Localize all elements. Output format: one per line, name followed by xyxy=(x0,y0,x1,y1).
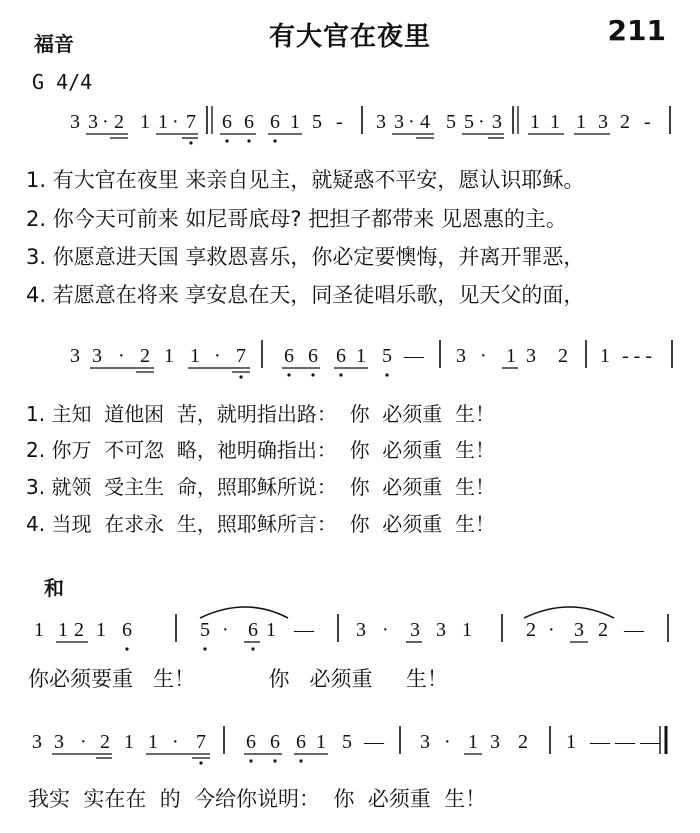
svg-text:3: 3 xyxy=(70,111,80,133)
svg-text:3: 3 xyxy=(92,345,102,367)
svg-text:6: 6 xyxy=(246,731,256,753)
svg-text:2: 2 xyxy=(140,345,150,367)
svg-text:5: 5 xyxy=(382,345,392,367)
score-system-4 xyxy=(0,718,700,778)
system1-measure-2 xyxy=(220,111,343,143)
svg-text:3: 3 xyxy=(526,345,536,367)
svg-text:6: 6 xyxy=(222,111,232,133)
svg-text:·: · xyxy=(102,111,109,133)
svg-text:3: 3 xyxy=(88,111,98,133)
svg-text:3: 3 xyxy=(54,731,64,753)
svg-text:·: · xyxy=(80,731,87,753)
verse-line-2: 2. 你今天可前来 如尼哥底母? 把担子都带来 见恩惠的主。 xyxy=(26,207,567,231)
chorus-lyric-2: 我实 实在在 的 今给你说明： 你 必须重 生！ xyxy=(28,787,487,811)
svg-text:3: 3 xyxy=(376,111,386,133)
svg-text:3: 3 xyxy=(574,619,584,641)
verse-line-4: 4. 若愿意在将来 享安息在天，同圣徒唱乐歌，见天父的面， xyxy=(26,283,585,307)
svg-text:7: 7 xyxy=(186,111,196,133)
svg-text:5: 5 xyxy=(312,111,322,133)
svg-text:3: 3 xyxy=(70,345,80,367)
refrain-line-1: 1. 主知 道他困 苦，就明指出路： 你 必须重 生！ xyxy=(26,402,496,426)
svg-text:6: 6 xyxy=(270,111,280,133)
svg-text:5: 5 xyxy=(342,731,352,753)
svg-text:7: 7 xyxy=(196,731,206,753)
svg-text:1: 1 xyxy=(266,619,276,641)
chorus-label: 和 xyxy=(44,576,64,600)
svg-text:1: 1 xyxy=(600,345,610,367)
svg-text:3: 3 xyxy=(394,111,404,133)
svg-text:2: 2 xyxy=(558,345,568,367)
svg-text:·: · xyxy=(478,111,485,133)
svg-text:2: 2 xyxy=(114,111,124,133)
svg-text:3: 3 xyxy=(492,111,502,133)
svg-text:- - -: - - - xyxy=(622,345,652,367)
svg-text:1: 1 xyxy=(290,111,300,133)
svg-text:—: — xyxy=(294,619,314,641)
svg-text:1: 1 xyxy=(530,111,540,133)
svg-text:·: · xyxy=(408,111,415,133)
svg-text:6: 6 xyxy=(122,619,132,641)
svg-text:1: 1 xyxy=(462,619,472,641)
verse-line-1: 1. 有大官在夜里 来亲自见主，就疑惑不平安，愿认识耶稣。 xyxy=(26,168,585,192)
svg-text:1: 1 xyxy=(34,619,44,641)
system1-measure-1 xyxy=(70,111,198,145)
svg-text:6: 6 xyxy=(336,345,346,367)
score-system-3 xyxy=(0,600,700,660)
svg-text:1: 1 xyxy=(58,619,68,641)
svg-text:3: 3 xyxy=(420,731,430,753)
svg-text:4: 4 xyxy=(420,111,430,133)
svg-text:3: 3 xyxy=(356,619,366,641)
svg-text:2: 2 xyxy=(598,619,608,641)
svg-text:6: 6 xyxy=(296,731,306,753)
chorus-lyric-1: 你必须要重 生！ 你 必须重 生！ xyxy=(28,667,448,691)
svg-text:— — —: — — — xyxy=(590,731,660,753)
svg-text:1: 1 xyxy=(190,345,200,367)
svg-text:·: · xyxy=(382,619,389,641)
svg-text:6: 6 xyxy=(308,345,318,367)
svg-text:—: — xyxy=(624,619,644,641)
svg-text:3: 3 xyxy=(436,619,446,641)
svg-text:5: 5 xyxy=(464,111,474,133)
svg-text:6: 6 xyxy=(284,345,294,367)
system2-measure-4 xyxy=(600,345,652,367)
score-system-1 xyxy=(0,100,700,150)
svg-text:·: · xyxy=(480,345,487,367)
svg-text:2: 2 xyxy=(620,111,630,133)
svg-text:1: 1 xyxy=(356,345,366,367)
svg-text:3: 3 xyxy=(490,731,500,753)
system4-measure-2 xyxy=(244,731,385,763)
svg-text:1: 1 xyxy=(124,731,134,753)
key-signature: G 4/4 xyxy=(32,70,93,94)
refrain-line-2: 2. 你万 不可忽 略，祂明确指出： 你 必须重 生！ xyxy=(26,438,496,462)
svg-text:·: · xyxy=(172,731,179,753)
svg-text:·: · xyxy=(444,731,451,753)
svg-text:-: - xyxy=(336,111,343,133)
system3-measure-1 xyxy=(34,619,132,651)
svg-text:·: · xyxy=(222,619,229,641)
svg-text:—: — xyxy=(364,731,384,753)
svg-text:1: 1 xyxy=(468,731,478,753)
svg-text:7: 7 xyxy=(236,345,246,367)
svg-text:1: 1 xyxy=(316,731,326,753)
hymn-title: 有大官在夜里 xyxy=(268,22,431,52)
svg-text:3: 3 xyxy=(32,731,42,753)
svg-text:2: 2 xyxy=(74,619,84,641)
score-system-2 xyxy=(0,334,700,394)
system3-measure-2 xyxy=(200,607,315,651)
svg-text:2: 2 xyxy=(526,619,536,641)
category-label: 福音 xyxy=(34,32,74,56)
system1-measure-4 xyxy=(528,111,651,134)
system2-measure-2 xyxy=(282,345,425,377)
svg-text:1: 1 xyxy=(96,619,106,641)
svg-text:2: 2 xyxy=(518,731,528,753)
svg-text:5: 5 xyxy=(446,111,456,133)
svg-text:1: 1 xyxy=(550,111,560,133)
system4-measure-1 xyxy=(32,731,210,765)
svg-text:—: — xyxy=(404,345,424,367)
svg-text:·: · xyxy=(118,345,125,367)
svg-text:2: 2 xyxy=(100,731,110,753)
system3-measure-4 xyxy=(524,607,645,642)
svg-text:3: 3 xyxy=(410,619,420,641)
system2-measure-1 xyxy=(70,345,250,379)
svg-text:·: · xyxy=(172,111,179,133)
svg-text:1: 1 xyxy=(506,345,516,367)
svg-text:3: 3 xyxy=(456,345,466,367)
svg-text:1: 1 xyxy=(164,345,174,367)
verse-line-3: 3. 你愿意进天国 享救恩喜乐，你必定要懊悔，并离开罪恶， xyxy=(26,245,585,269)
svg-text:1: 1 xyxy=(140,111,150,133)
svg-text:3: 3 xyxy=(598,111,608,133)
system4-measure-3 xyxy=(420,731,528,754)
svg-text:1: 1 xyxy=(566,731,576,753)
svg-text:1: 1 xyxy=(158,111,168,133)
refrain-line-4: 4. 当现 在求永 生，照耶稣所言： 你 必须重 生！ xyxy=(26,512,496,536)
svg-text:6: 6 xyxy=(248,619,258,641)
system3-measure-3 xyxy=(356,619,472,642)
refrain-line-3: 3. 就领 受主生 命，照耶稣所说： 你 必须重 生！ xyxy=(26,475,496,499)
svg-text:5: 5 xyxy=(200,619,210,641)
system1-measure-3 xyxy=(376,111,504,138)
svg-text:1: 1 xyxy=(148,731,158,753)
svg-text:·: · xyxy=(548,619,555,641)
system2-measure-3 xyxy=(456,345,568,368)
svg-text:6: 6 xyxy=(270,731,280,753)
svg-text:1: 1 xyxy=(576,111,586,133)
page-number: 211 xyxy=(607,14,666,47)
system4-measure-4 xyxy=(566,731,661,753)
svg-text:·: · xyxy=(214,345,221,367)
svg-text:-: - xyxy=(644,111,651,133)
svg-text:6: 6 xyxy=(244,111,254,133)
